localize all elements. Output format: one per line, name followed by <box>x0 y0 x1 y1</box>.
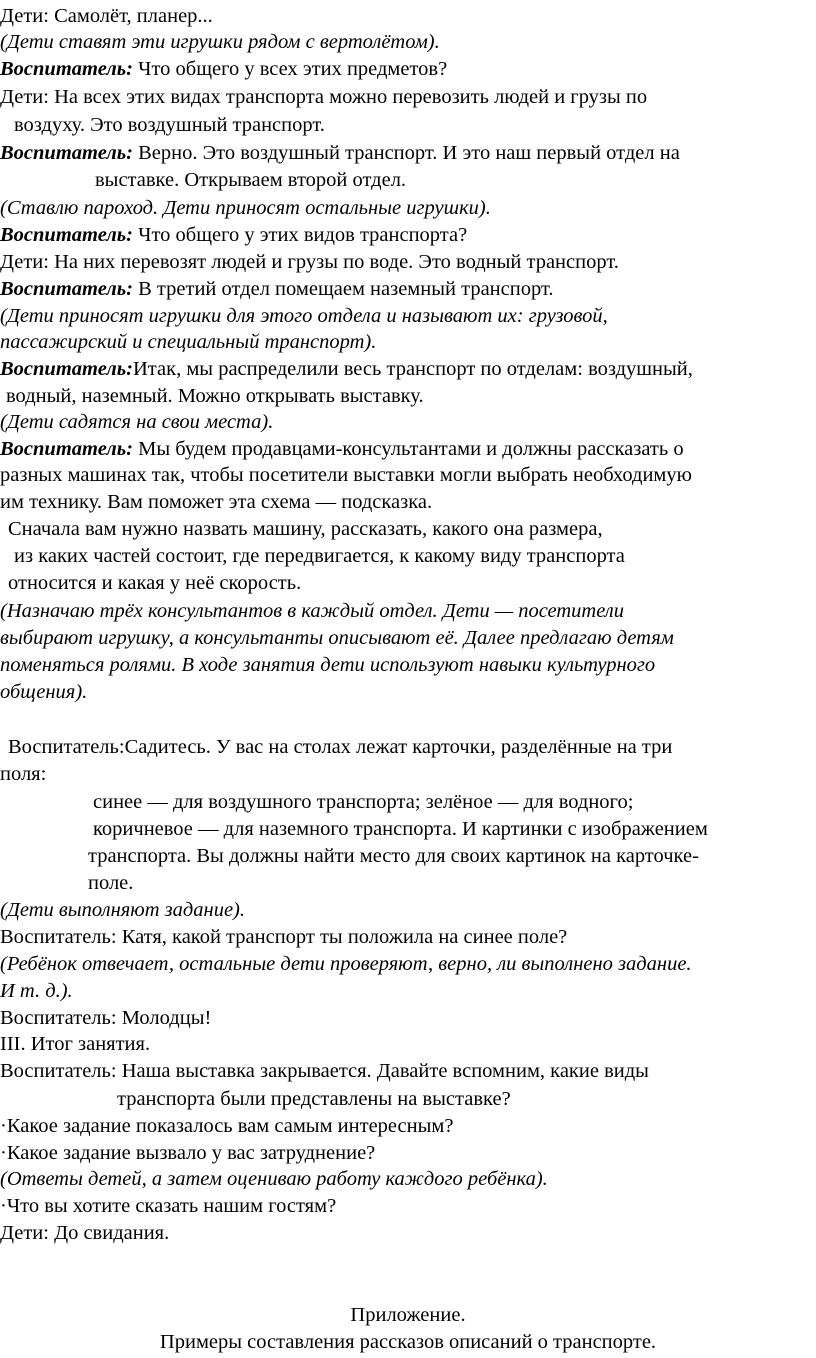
speaker-label: Воспитатель: <box>0 224 133 246</box>
text-line: Дети: Самолёт, планер... <box>0 5 213 27</box>
section-heading: III. Итог занятия. <box>0 1033 151 1055</box>
speaker-label: Воспитатель: <box>0 438 133 460</box>
stage-direction: И т. д.). <box>0 980 73 1002</box>
list-item: ·Что вы хотите сказать нашим гостям? <box>0 1195 337 1217</box>
speech-text: Мы будем продавцами-консультантами и должны рассказать о <box>133 438 684 460</box>
text-line: Воспитатель: Катя, какой транспорт ты положила на синее поле? <box>0 926 568 948</box>
stage-direction: (Ставлю пароход. Дети приносят остальные игрушки). <box>0 197 491 219</box>
stage-direction: (Дети садятся на свои места). <box>0 411 274 433</box>
stage-direction: пассажирский и специальный транспорт). <box>0 331 377 353</box>
text-line: Дети: На всех этих видах транспорта можно перевозить людей и грузы по <box>0 86 648 108</box>
text-line: водный, наземный. Можно открывать выставку. <box>6 385 424 407</box>
text-line: Дети: До свидания. <box>0 1222 170 1244</box>
text-line: воздуху. Это воздушный транспорт. <box>14 114 325 136</box>
dialogue-line <box>0 356 693 382</box>
text-line: выставке. Открываем второй отдел. <box>95 169 407 191</box>
stage-direction: (Ответы детей, а затем оцениваю работу каждого ребёнка). <box>0 1168 548 1190</box>
text-line: поля: <box>0 763 47 785</box>
speech-text: Что общего у всех этих предметов? <box>133 58 448 80</box>
speaker-label: Воспитатель: <box>0 142 133 164</box>
text-line: Сначала вам нужно назвать машину, рассказать, какого она размера, <box>8 518 603 540</box>
stage-direction: (Ребёнок отвечает, остальные дети проверяют, верно, ли выполнено задание. <box>0 953 692 975</box>
text-line: разных машинах так, чтобы посетители выставки могли выбрать необходимую <box>0 464 692 486</box>
list-item: ·Какое задание вызвало у вас затруднение? <box>0 1142 376 1164</box>
text-line: синее — для воздушного транспорта; зелёное — для водного; <box>93 791 634 813</box>
speech-text: Итак, мы распределили весь транспорт по отделам: воздушный, <box>133 358 693 380</box>
appendix-title: Приложение. <box>350 1304 466 1326</box>
speaker-label: Воспитатель: <box>0 358 133 380</box>
stage-direction: (Дети ставят эти игрушки рядом с вертолётом). <box>0 31 440 53</box>
text-line: из каких частей состоит, где передвигается, к какому виду транспорта <box>14 545 625 567</box>
text-line: поле. <box>88 872 134 894</box>
stage-direction: (Дети выполняют задание). <box>0 899 246 921</box>
stage-direction: выбирают игрушку, а консультанты описывают её. Далее предлагаю детям <box>0 627 674 649</box>
text-line: Воспитатель: Молодцы! <box>0 1007 212 1029</box>
text-line: транспорта. Вы должны найти место для своих картинок на карточке- <box>88 845 699 867</box>
dialogue-line <box>0 276 554 302</box>
stage-direction: поменяться ролями. В ходе занятия дети используют навыки культурного <box>0 654 656 676</box>
dialogue-line <box>0 56 447 82</box>
dialogue-line <box>0 436 684 462</box>
stage-direction: (Дети приносят игрушки для этого отдела и называют их: грузовой, <box>0 305 608 327</box>
speaker-label: Воспитатель: <box>0 278 133 300</box>
text-line: коричневое — для наземного транспорта. И картинки с изображением <box>93 818 708 840</box>
speaker-label: Воспитатель: <box>0 58 133 80</box>
speech-text: Что общего у этих видов транспорта? <box>133 224 468 246</box>
text-line: Воспитатель:Садитесь. У вас на столах лежат карточки, разделённые на три <box>8 736 673 758</box>
text-line: транспорта были представлены на выставке? <box>117 1088 511 1110</box>
text-line: Дети: На них перевозят людей и грузы по воде. Это водный транспорт. <box>0 251 619 273</box>
speech-text: В третий отдел помещаем наземный транспорт. <box>133 278 554 300</box>
list-item: ·Какое задание показалось вам самым интересным? <box>0 1115 454 1137</box>
text-line: относится и какая у неё скорость. <box>8 572 302 594</box>
text-line: Воспитатель: Наша выставка закрывается. Давайте вспомним, какие виды <box>0 1060 649 1082</box>
speech-text: Верно. Это воздушный транспорт. И это наш первый отдел на <box>133 142 680 164</box>
stage-direction: (Назначаю трёх консультантов в каждый отдел. Дети — посетители <box>0 600 624 622</box>
appendix-subtitle: Примеры составления рассказов описаний о транспорте. <box>159 1331 657 1353</box>
dialogue-line <box>0 222 467 248</box>
stage-direction: общения). <box>0 681 88 703</box>
dialogue-line <box>0 140 680 166</box>
text-line: им технику. Вам поможет эта схема — подсказка. <box>0 491 433 513</box>
